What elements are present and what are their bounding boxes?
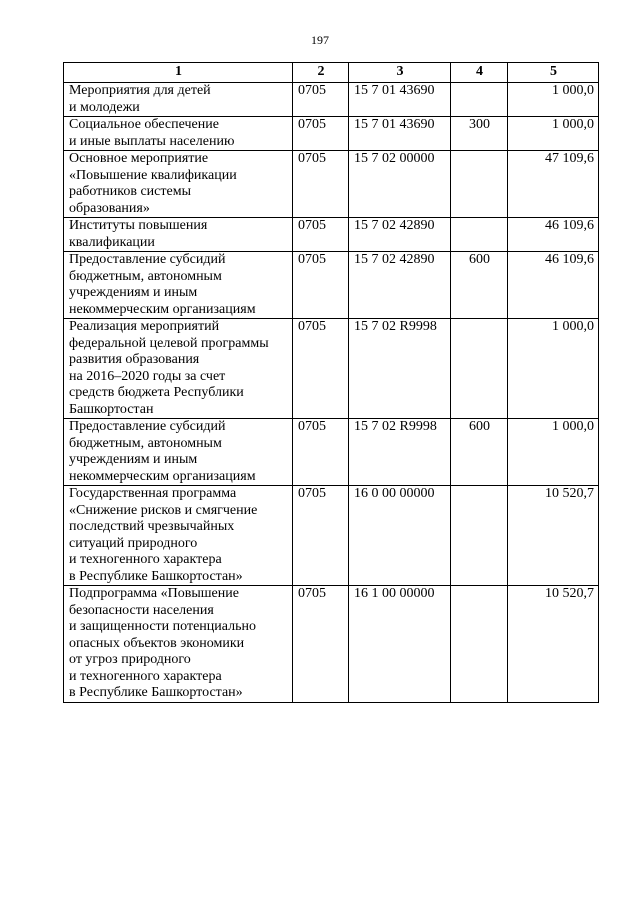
row-amount-cell: 46 109,6 [508, 218, 599, 252]
column-header-1: 1 [64, 63, 293, 83]
table-row [64, 419, 599, 486]
row-code-cell: 15 7 01 43690 [349, 83, 451, 117]
row-name-cell: Предоставление субсидий бюджетным, автономным учреждениям и иным некоммерческим организациям [64, 252, 293, 319]
table-row [64, 83, 599, 117]
row-code-cell: 15 7 02 42890 [349, 252, 451, 319]
table-row [64, 117, 599, 151]
row-amount-cell: 46 109,6 [508, 252, 599, 319]
budget-table [63, 62, 599, 703]
row-type-cell [451, 218, 508, 252]
column-header-4: 4 [451, 63, 508, 83]
row-type-cell [451, 319, 508, 419]
row-code-cell: 16 0 00 00000 [349, 486, 451, 586]
table-row [64, 586, 599, 703]
column-header-2: 2 [293, 63, 349, 83]
row-section-cell: 0705 [293, 252, 349, 319]
row-code-cell: 15 7 02 R9998 [349, 419, 451, 486]
table-row [64, 319, 599, 419]
column-header-3: 3 [349, 63, 451, 83]
row-code-cell: 16 1 00 00000 [349, 586, 451, 703]
row-type-cell [451, 586, 508, 703]
table-row [64, 218, 599, 252]
page-number: 197 [311, 33, 329, 47]
row-section-cell: 0705 [293, 319, 349, 419]
table-row [64, 151, 599, 218]
row-name-cell: Мероприятия для детей и молодежи [64, 83, 293, 117]
row-type-cell [451, 83, 508, 117]
row-name-cell: Основное мероприятие «Повышение квалификации работников системы образования» [64, 151, 293, 218]
row-type-cell: 600 [451, 252, 508, 319]
row-name-cell: Государственная программа «Снижение рисков и смягчение последствий чрезвычайных ситуаций природного и техногенного характера в Республике Башкортостан» [64, 486, 293, 586]
row-code-cell: 15 7 02 00000 [349, 151, 451, 218]
table-row [64, 252, 599, 319]
row-amount-cell: 10 520,7 [508, 586, 599, 703]
row-amount-cell: 1 000,0 [508, 419, 599, 486]
row-section-cell: 0705 [293, 586, 349, 703]
table-header-row [64, 63, 599, 83]
row-name-cell: Институты повышения квалификации [64, 218, 293, 252]
row-type-cell: 300 [451, 117, 508, 151]
table-row [64, 486, 599, 586]
row-amount-cell: 47 109,6 [508, 151, 599, 218]
row-name-cell: Подпрограмма «Повышение безопасности населения и защищенности потенциально опасных объектов экономики от угроз природного и техногенного характера в Республике Башкортостан» [64, 586, 293, 703]
row-section-cell: 0705 [293, 486, 349, 586]
column-header-5: 5 [508, 63, 599, 83]
row-section-cell: 0705 [293, 83, 349, 117]
row-name-cell: Социальное обеспечение и иные выплаты населению [64, 117, 293, 151]
row-amount-cell: 1 000,0 [508, 83, 599, 117]
row-name-cell: Реализация мероприятий федеральной целевой программы развития образования на 2016–2020 годы за счет средств бюджета Республики Башкортостан [64, 319, 293, 419]
row-section-cell: 0705 [293, 151, 349, 218]
row-section-cell: 0705 [293, 419, 349, 486]
row-name-cell: Предоставление субсидий бюджетным, автономным учреждениям и иным некоммерческим организациям [64, 419, 293, 486]
row-amount-cell: 1 000,0 [508, 117, 599, 151]
row-section-cell: 0705 [293, 117, 349, 151]
row-type-cell [451, 486, 508, 586]
row-code-cell: 15 7 02 42890 [349, 218, 451, 252]
row-code-cell: 15 7 02 R9998 [349, 319, 451, 419]
row-type-cell: 600 [451, 419, 508, 486]
row-code-cell: 15 7 01 43690 [349, 117, 451, 151]
row-type-cell [451, 151, 508, 218]
row-amount-cell: 1 000,0 [508, 319, 599, 419]
row-amount-cell: 10 520,7 [508, 486, 599, 586]
row-section-cell: 0705 [293, 218, 349, 252]
